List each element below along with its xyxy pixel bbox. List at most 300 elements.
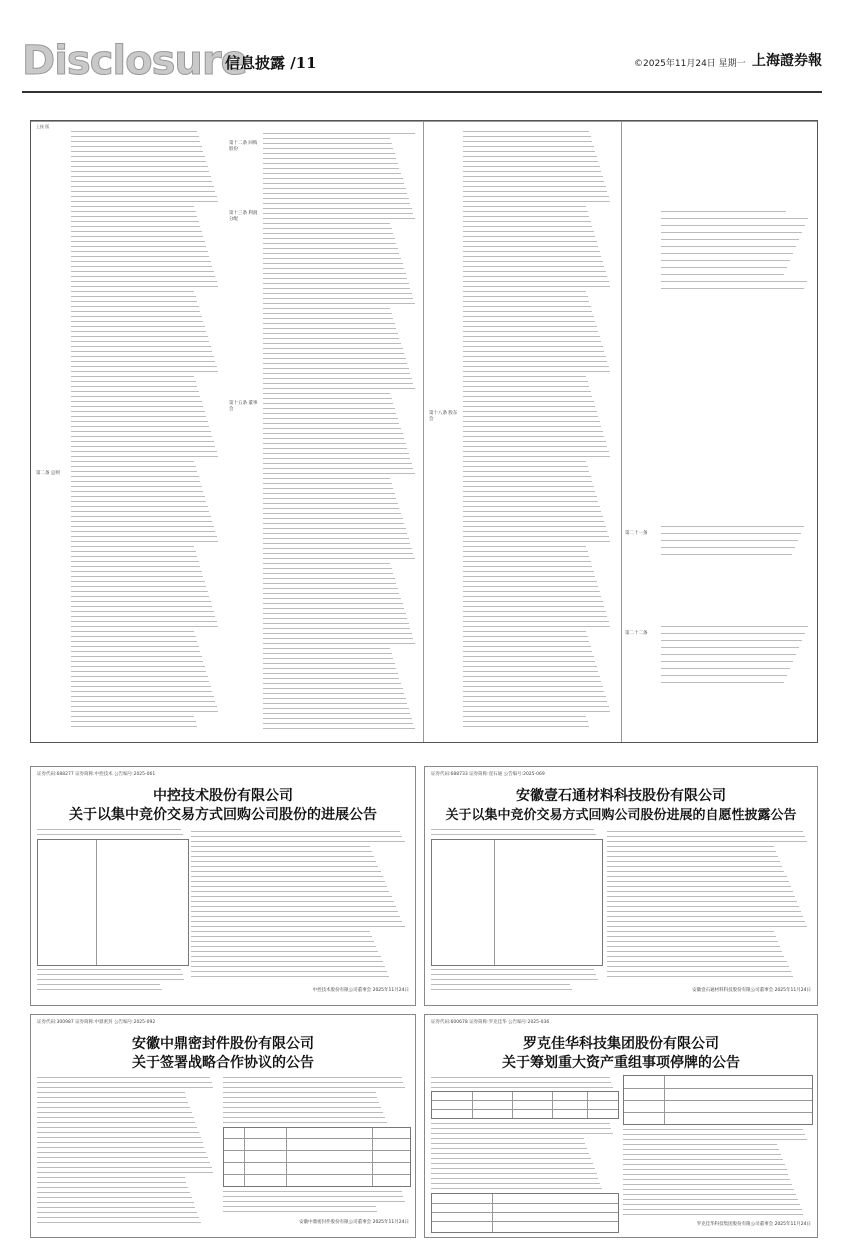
text-line: [71, 471, 197, 472]
text-line: [191, 911, 398, 912]
text-line: [463, 261, 603, 262]
notice-signature: 安徽中鼎密封件股份有限公司董事会 2025年11月24日: [299, 1220, 409, 1225]
text-line: [71, 251, 208, 252]
text-line: [71, 726, 197, 727]
text-line: [661, 260, 790, 261]
text-line: [71, 306, 199, 307]
text-line: [263, 373, 410, 374]
text-line: [37, 1107, 190, 1108]
notice-table: [37, 839, 189, 966]
text-line: [463, 436, 604, 437]
text-line: [71, 481, 200, 482]
text-line: [191, 971, 387, 972]
text-line: [71, 141, 200, 142]
text-line: [607, 956, 784, 957]
text-line: [223, 1107, 381, 1108]
text-line: [463, 341, 601, 342]
text-line: [191, 841, 405, 842]
text-line: [661, 682, 784, 683]
text-line: [463, 586, 598, 587]
text-line: [263, 533, 407, 534]
text-line: [607, 931, 774, 932]
text-line: [71, 636, 196, 637]
text-line: [37, 1177, 185, 1178]
notice-meta: 证券代码:300987 证券简称:中鼎密封 公告编号:2025-092: [37, 1020, 156, 1025]
text-line: [37, 1187, 188, 1188]
text-line: [463, 526, 606, 527]
text-line: [607, 916, 803, 917]
text-line: [263, 673, 398, 674]
text-line: [263, 543, 410, 544]
text-line: [191, 966, 385, 967]
text-line: [623, 1134, 805, 1135]
text-line: [37, 1077, 210, 1078]
section-title: 信息披露 /11: [225, 54, 317, 72]
text-line: [661, 218, 808, 219]
text-line: [71, 136, 199, 137]
text-line: [191, 941, 374, 942]
text-line: [263, 308, 390, 309]
text-line: [431, 969, 594, 970]
text-line: [661, 554, 792, 555]
text-line: [263, 718, 412, 719]
text-line: [37, 1207, 195, 1208]
text-line: [71, 631, 194, 632]
text-line: [463, 271, 606, 272]
text-line: [263, 653, 392, 654]
text-line: [71, 311, 200, 312]
text-line: [661, 647, 799, 648]
text-line: [263, 618, 407, 619]
text-line: [71, 611, 214, 612]
text-line: [263, 283, 409, 284]
text-line: [463, 671, 598, 672]
text-line: [607, 831, 803, 832]
text-line: [263, 678, 399, 679]
text-line: [463, 566, 592, 567]
text-line: [37, 1162, 210, 1163]
text-line: [463, 656, 594, 657]
text-line: [463, 336, 600, 337]
text-line: [71, 201, 218, 202]
text-line: [71, 596, 209, 597]
text-line: [661, 232, 802, 233]
notice-company: 中控技术股份有限公司: [153, 788, 293, 804]
notice-company: 安徽中鼎密封件股份有限公司: [132, 1036, 314, 1052]
notice-company: 罗克佳华科技集团股份有限公司: [523, 1036, 719, 1052]
text-line: [263, 663, 395, 664]
text-line: [623, 1174, 788, 1175]
text-line: [263, 578, 395, 579]
clause-label: 第二条 总则: [36, 471, 60, 476]
text-line: [463, 151, 595, 152]
text-line: [191, 956, 381, 957]
text-line: [263, 288, 410, 289]
text-line: [431, 1148, 587, 1149]
text-line: [463, 541, 610, 542]
text-line: [431, 1173, 597, 1174]
text-line: [223, 1097, 377, 1098]
text-line: [463, 576, 595, 577]
text-line: [71, 276, 215, 277]
text-line: [463, 211, 588, 212]
text-line: [37, 1147, 204, 1148]
text-line: [607, 881, 789, 882]
text-line: [71, 651, 200, 652]
text-line: [263, 333, 398, 334]
text-line: [263, 473, 415, 474]
text-line: [463, 276, 607, 277]
text-line: [71, 626, 218, 627]
text-line: [71, 516, 211, 517]
text-line: [71, 206, 194, 207]
text-line: [223, 1112, 383, 1113]
text-line: [263, 688, 403, 689]
text-line: [223, 1122, 387, 1123]
text-line: [661, 547, 795, 548]
text-line: [37, 989, 162, 990]
text-line: [661, 540, 798, 541]
text-line: [71, 131, 197, 132]
text-line: [71, 376, 194, 377]
text-line: [463, 396, 592, 397]
text-line: [263, 298, 413, 299]
text-line: [263, 518, 403, 519]
text-line: [463, 571, 594, 572]
text-line: [71, 476, 199, 477]
text-line: [191, 856, 374, 857]
text-line: [37, 1132, 199, 1133]
text-line: [191, 951, 378, 952]
notice-text-lines: [37, 827, 187, 837]
text-line: [431, 1077, 610, 1078]
text-line: [263, 463, 412, 464]
text-line: [263, 568, 392, 569]
issue-date: ©2025年11月24日 星期一: [634, 59, 746, 69]
text-line: [463, 356, 606, 357]
text-line: [71, 466, 196, 467]
text-line: [37, 1182, 186, 1183]
text-line: [463, 221, 591, 222]
text-line: [71, 151, 203, 152]
text-line: [661, 661, 793, 662]
text-line: [263, 293, 412, 294]
text-line: [463, 411, 597, 412]
text-line: [661, 675, 787, 676]
text-line: [263, 608, 404, 609]
text-line: [431, 1153, 589, 1154]
text-line: [71, 591, 208, 592]
text-line: [263, 363, 407, 364]
text-line: [263, 423, 399, 424]
text-line: [263, 383, 413, 384]
text-line: [463, 326, 597, 327]
text-line: [71, 671, 206, 672]
text-line: [71, 166, 208, 167]
text-line: [263, 338, 399, 339]
text-line: [263, 523, 404, 524]
text-line: [263, 508, 399, 509]
text-line: [623, 1169, 787, 1170]
text-line: [263, 458, 410, 459]
text-line: [463, 196, 609, 197]
text-line: [661, 668, 790, 669]
text-line: [431, 974, 596, 975]
text-line: [661, 626, 808, 627]
text-line: [623, 1184, 792, 1185]
text-line: [463, 666, 597, 667]
text-line: [71, 641, 197, 642]
text-line: [463, 311, 592, 312]
text-line: [223, 1117, 385, 1118]
text-line: [431, 1163, 593, 1164]
text-line: [71, 266, 212, 267]
text-line: [463, 556, 589, 557]
notice-title: 关于以集中竞价交易方式回购公司股份进展的自愿性披露公告: [445, 808, 797, 823]
text-line: [71, 436, 212, 437]
text-line: [263, 468, 413, 469]
text-line: [263, 583, 396, 584]
text-line: [263, 603, 403, 604]
text-line: [463, 251, 600, 252]
text-line: [463, 651, 592, 652]
text-line: [463, 376, 586, 377]
text-line: [263, 263, 403, 264]
text-line: [191, 861, 376, 862]
text-line: [71, 191, 215, 192]
text-line: [71, 356, 214, 357]
text-line: [71, 666, 205, 667]
text-line: [607, 971, 791, 972]
text-line: [71, 236, 203, 237]
text-line: [463, 161, 598, 162]
text-line: [71, 526, 214, 527]
text-line: [263, 698, 406, 699]
text-line: [463, 491, 595, 492]
text-line: [607, 906, 799, 907]
notice-text-lines: [191, 829, 409, 979]
text-line: [71, 451, 217, 452]
text-line: [37, 1122, 195, 1123]
text-line: [263, 358, 406, 359]
text-line: [71, 391, 199, 392]
text-line: [463, 696, 606, 697]
text-line: [71, 221, 199, 222]
text-line: [263, 478, 390, 479]
text-line: [263, 593, 399, 594]
newspaper-name: 上海證券報: [752, 53, 822, 69]
text-line: [263, 553, 413, 554]
text-line: [607, 876, 787, 877]
text-line: [463, 321, 595, 322]
text-line: [463, 241, 597, 242]
text-line: [263, 328, 396, 329]
text-line: [71, 161, 206, 162]
text-line: [263, 728, 415, 729]
notice-zhongding: [30, 1014, 416, 1238]
notice-table: [223, 1127, 411, 1187]
clause-label: 第二十一条: [625, 531, 648, 536]
text-line: [463, 626, 610, 627]
text-line: [263, 413, 396, 414]
text-line: [191, 906, 396, 907]
text-line: [37, 1142, 203, 1143]
text-line: [463, 131, 589, 132]
text-line: [37, 1097, 186, 1098]
text-line: [263, 233, 393, 234]
text-line: [263, 348, 403, 349]
text-line: [607, 921, 805, 922]
text-line: [191, 921, 402, 922]
text-line: [263, 148, 393, 149]
text-line: [263, 573, 393, 574]
notice-signature: 中控技术股份有限公司董事会 2025年11月24日: [312, 988, 409, 993]
text-line: [661, 225, 805, 226]
text-line: [623, 1144, 777, 1145]
text-line: [191, 916, 400, 917]
notice-text-lines: [431, 1075, 617, 1089]
text-line: [263, 243, 396, 244]
text-line: [37, 1212, 197, 1213]
text-line: [191, 836, 402, 837]
text-line: [71, 536, 217, 537]
text-line: [463, 191, 607, 192]
text-line: [463, 431, 603, 432]
text-line: [431, 1123, 610, 1124]
text-line: [623, 1189, 794, 1190]
text-line: [191, 901, 394, 902]
text-line: [607, 851, 776, 852]
text-line: [607, 976, 793, 977]
text-line: [71, 676, 208, 677]
text-line: [37, 1092, 185, 1093]
text-line: [463, 416, 598, 417]
text-line: [463, 206, 586, 207]
clause-label: 第二十二条: [625, 631, 648, 636]
text-line: [71, 561, 199, 562]
text-line: [263, 443, 406, 444]
text-line: [431, 1168, 595, 1169]
text-line: [37, 1087, 213, 1088]
text-line: [71, 491, 203, 492]
text-line: [263, 408, 395, 409]
text-line: [431, 1087, 613, 1088]
text-line: [263, 353, 404, 354]
text-line: [463, 201, 610, 202]
text-line: [71, 176, 211, 177]
text-line: [463, 601, 603, 602]
text-line: [71, 361, 215, 362]
text-line: [191, 831, 400, 832]
text-line: [431, 979, 598, 980]
text-line: [431, 1128, 611, 1129]
text-line: [463, 156, 597, 157]
text-line: [463, 216, 589, 217]
text-line: [71, 381, 196, 382]
text-line: [463, 701, 607, 702]
notice-text-lines: [223, 1189, 409, 1213]
text-line: [71, 291, 194, 292]
text-line: [71, 296, 196, 297]
text-line: [661, 267, 787, 268]
text-line: [263, 133, 415, 134]
text-line: [71, 321, 203, 322]
text-line: [263, 403, 393, 404]
text-line: [71, 261, 211, 262]
text-line: [37, 979, 184, 980]
text-line: [463, 446, 607, 447]
text-line: [431, 1143, 585, 1144]
text-line: [263, 193, 407, 194]
text-line: [263, 453, 409, 454]
text-line: [37, 1082, 212, 1083]
text-line: [623, 1204, 800, 1205]
notice-company: 安徽壹石通材料科技股份有限公司: [516, 788, 726, 804]
text-line: [223, 1196, 403, 1197]
text-line: [263, 303, 415, 304]
text-line: [463, 296, 588, 297]
text-line: [223, 1206, 376, 1207]
text-line: [263, 278, 407, 279]
text-line: [661, 211, 786, 212]
text-line: [71, 241, 205, 242]
text-line: [71, 316, 202, 317]
text-line: [431, 834, 596, 835]
text-line: [263, 238, 395, 239]
text-line: [71, 511, 209, 512]
text-line: [463, 596, 601, 597]
text-line: [71, 401, 202, 402]
text-line: [463, 631, 586, 632]
text-line: [431, 1133, 613, 1134]
text-line: [463, 461, 586, 462]
text-line: [263, 138, 390, 139]
text-line: [71, 216, 197, 217]
text-line: [37, 1197, 192, 1198]
text-line: [37, 1117, 194, 1118]
text-line: [463, 641, 589, 642]
text-line: [463, 476, 591, 477]
text-line: [37, 1152, 206, 1153]
text-line: [463, 301, 589, 302]
text-line: [661, 533, 801, 534]
text-line: [71, 551, 196, 552]
text-line: [263, 628, 410, 629]
text-line: [463, 721, 588, 722]
text-line: [263, 188, 406, 189]
text-line: [223, 1077, 402, 1078]
text-line: [463, 266, 604, 267]
text-line: [463, 246, 598, 247]
text-line: [463, 346, 603, 347]
text-line: [431, 989, 572, 990]
text-line: [263, 588, 398, 589]
text-line: [71, 426, 209, 427]
text-line: [71, 186, 214, 187]
text-line: [463, 256, 601, 257]
text-line: [463, 286, 610, 287]
text-line: [431, 984, 570, 985]
text-line: [263, 268, 404, 269]
text-line: [71, 366, 217, 367]
text-line: [71, 531, 215, 532]
text-line: [463, 591, 600, 592]
text-line: [463, 471, 589, 472]
text-line: [71, 686, 211, 687]
text-line: [71, 256, 209, 257]
text-line: [607, 951, 782, 952]
text-line: [191, 876, 383, 877]
